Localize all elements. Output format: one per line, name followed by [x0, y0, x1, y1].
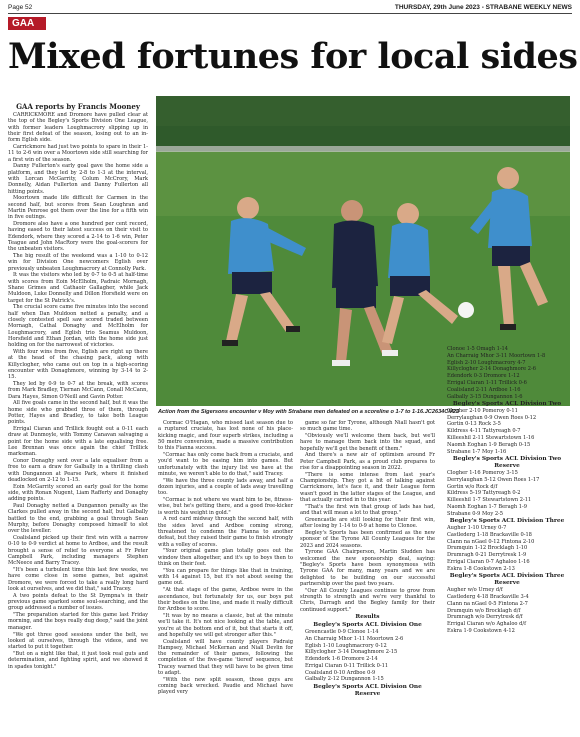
paragraph: "Cormac has only come back from a cruciate, and you'd want to be easing him into games. But unfortunately with the injury list we have at the minute, we weren't able to do that," said Tracey.	[158, 451, 293, 477]
result-line: Kildress 5-19 Tattyreagh 0-2	[447, 490, 521, 497]
paragraph: "At that stage of the game, Ardboe were in the ascendance, but fortunately for us, our boys put their bodies on the line, and made it really difficult for Ardboe to score.	[158, 587, 293, 613]
byline: GAA reports by Francis Mooney	[16, 102, 140, 111]
paragraph: A red card midway through the second half, with the sides level and Ardboe coming strong, threatened to condemn the Fianna to another defeat, but they raised their game to finish strongly with a volley of scores.	[158, 516, 293, 548]
result-line: Clonoe 1-5 Omagh 1-14	[447, 346, 509, 352]
photo-caption: Action from the Sigersons encounter v Moy with Strabane men defeated on a scoreline o 1-7 to 1-16.JC2634CM23	[158, 409, 460, 415]
paragraph: The big result of the weekend was a 1-10 to 0-12 win for Division One newcomers Eglish over previously unbeaten Loughmacrory at Connolly Park.	[8, 253, 148, 272]
results-division-one-list	[300, 629, 435, 683]
article-column-1	[8, 102, 148, 670]
paragraph: Moortown made life difficult for Carmen in the second half, but scores from Sean Loughran and Martin Penrose got them over the line for a fifth win in five outings.	[8, 195, 148, 221]
result-line: Clogher 1-16 Pomeroy 3-15	[447, 469, 518, 476]
paragraph: "Cormac is not where we want him to be, fitness-wise, but he's getting there, and a good free-kicker is worth his weight in gold."	[158, 497, 293, 516]
paragraph: game so far for Tyrone, although Niall hasn't got so much game time.	[300, 420, 435, 433]
result-line: Augher w/o Urney d/f	[447, 587, 503, 594]
results-division-two-list	[442, 408, 572, 455]
result-line: Gortin 0-13 Rock 3-5	[447, 421, 501, 428]
paragraph: Eoin McGarrity scored an early goal for the home side, with Ronan Nugent, Liam Rafferty and Donaghy adding points.	[8, 483, 148, 503]
paragraph: "Obviously we'll welcome them back, but we'll have to manage them back into the squad, and hopefully we'll get the benefit of them."	[300, 433, 435, 452]
headline: Mixed fortunes for local sides	[8, 36, 578, 77]
result-line: Eglish 2-10 Loughmacrory 4-7	[447, 359, 526, 366]
result-line: Galbally 2-12 Dungannon 1-15	[305, 676, 384, 683]
results-division-three-reserve-heading: Begley's Sports ACL Division Three Reserve	[449, 573, 565, 587]
result-line: Clann na nGael 0-12 Fintona 2-10	[447, 538, 535, 545]
result-line: Augher 1-10 Urney 0-7	[447, 525, 507, 532]
result-line: Castlederg 4-18 Brackaville 3-4	[447, 593, 529, 600]
section-tag: GAA	[8, 17, 46, 30]
result-line: Killyclogher 2-14 Donaghmore 2-6	[447, 366, 536, 373]
paragraph: Coalisland picked up their first win with a narrow 0-10 to 0-9 verdict at home to Ardboe, and the result brought a sense of relief to everyone at Fr Peter Campbell Park, including managers Stephen McNeece and Barry Tracey.	[8, 535, 148, 567]
paragraph: CARRICKMORE and Dromore have pulled clear at the top of the Begley's Sports Division One League, with former leaders Loughmacrory slipping up in their first defeat of the season, losing out to an in-form Eglish side.	[8, 112, 148, 144]
result-line: Gortin w/o Rock d/f	[447, 483, 498, 490]
results-division-three-list	[442, 525, 572, 572]
paragraph: Cormac O'Hagan, who missed last season due to a ruptured cruciate, has lost none of his place-kicking magic, and four superb strikes, including a 50 metre conversion, made a massive contribution to this Fianna success.	[158, 420, 293, 452]
paragraph: Paul Donaghy netted a Dungannon penalty as the Clarkes pulled away in the second half, but Galbally battled to the end, grabbing a goal through Sean Murphy, before Donaghy composed himself to slot over the leveller.	[8, 503, 148, 535]
result-line: Clann na nGael 0-5 Fintona 2-7	[447, 600, 528, 607]
result-line: Greencastle 0-9 Clonoe 1-14	[305, 628, 379, 635]
results-division-one-reserve-heading: Begley's Sports ACL Division One Reserve	[313, 683, 422, 697]
result-line: Killeeshil 1-7 Stewartstown 2-11	[447, 497, 532, 504]
paragraph: Conor Donaghy sent over a late equaliser from a free to earn a draw for Galbally in a thrilling clash with Dungannon at Pearse Park, where it finished deadlocked on 2-12 to 1-15.	[8, 458, 148, 483]
result-line: Drumragh 0-21 Derrytresk 1-9	[447, 552, 527, 559]
result-line: Galbally 3-15 Dungannon 1-6	[447, 393, 523, 400]
result-line: Naomh Eoghan 1-7 Beragh 1-9	[447, 503, 527, 510]
paragraph: Coalisland will have county players Padraig Hampsey, Michael McKernan and Niall Devlin for the remainder of their games, following the completion of the five-game 'tiered' sequence, but Tracey warned that they will have to be given time to adapt.	[158, 638, 293, 677]
result-line: Errigal Ciaran 0-11 Trillick 0-11	[305, 662, 389, 669]
result-line: An Charraig Mhor 1-11 Moortown 2-6	[305, 635, 404, 642]
paragraph: All five goals came in the second half, but it was the home side who grabbed three of them, through Potter, Hayes and Bradley, to take both League points.	[8, 400, 148, 426]
results-division-one-reserve-list	[442, 346, 572, 400]
result-line: Derrylaughan 0-9 Owen Roes 0-12	[447, 414, 537, 421]
paragraph: And there's a new air of optimism around Fr Peter Campbell Park, as a proud club prepares to rise for a disappointing season in 2022.	[300, 452, 435, 472]
result-line: Strabane 0-9 Moy 2-5	[447, 510, 504, 517]
paragraph: The crucial score came five minutes into the second half when Dan Muldoon netted a penalty, and a closely contested spell saw scored traded between Mornagh, Cathal Donaghy and McElholm for Loughmacrory, and Eglish trio Seamus Muldoon, Horsfield and Ethan Jordan, with the home side just holding on for the narrowest of victories.	[8, 304, 148, 349]
column-3-body	[300, 420, 435, 613]
result-line: Clogher 2-10 Pomeroy 0-11	[447, 407, 518, 414]
result-line: Naomh Eoghan 1-9 Beragh 0-15	[447, 441, 531, 448]
paragraph: Begley's Sports has been confirmed as the new sponsor of the Tyrone All County Leagues for the 2023 and 2024 seasons.	[300, 530, 435, 549]
results-division-two-reserve-list	[442, 470, 572, 517]
results-division-three-reserve-list	[442, 587, 572, 634]
result-line: Edendork 0-3 Dromore 1-12	[447, 373, 520, 380]
paragraph: It was the visitors who led by 0-7 to 0-5 at half-time with scores from Eoin McElholm, Padraic Mornagh, Shane Grimes and Cathaoir Gallagher, while Jack Muldoon, Luke Donnelly and Dillon Horsfield were on target for the St Patrick's.	[8, 272, 148, 304]
result-line: Coalisland 2-11 Ardboe 1-16	[447, 386, 521, 393]
result-line: Kildress 4-11 Tattyreagh 0-7	[447, 428, 521, 435]
result-line: Drumquin 1-12 Brocklagh 1-10	[447, 545, 528, 552]
paragraph: Dromore also have a one hundred per cent record, having eased to their latest success on their visit to Edendork, where they scored a 2-14 to 1-6 win, Peter Teague and John MacRory were the goal-scorers for the unbeaten visitors.	[8, 221, 148, 253]
result-line: Errigal Ciaran 0-7 Aghaloo 1-16	[447, 559, 530, 566]
result-line: Errigal Ciaran 1-11 Trillick 0-6	[447, 379, 527, 386]
result-line: Strabane 1-7 Moy 1-16	[447, 448, 507, 455]
results-division-one-heading: Begley's Sports ACL Division One	[313, 621, 422, 628]
result-line: Castlederg 1-18 Brackaville 0-18	[447, 531, 532, 538]
paragraph: With four wins from five, Eglish are right up there at the head of the chasing pack, along with Killyclogher, who came out on top in a high-scoring encounter with Donaghmore, winning by 3-14 to 2-15.	[8, 348, 148, 381]
result-line: Derrylaughan 5-12 Owen Roes 1-17	[447, 476, 540, 483]
result-line: Killeeshil 2-11 Stewartstown 1-16	[447, 435, 535, 442]
paragraph: "The preparation started for this game last Friday morning, and the boys really dug deep," said the joint manager.	[8, 612, 148, 631]
column-2-body	[158, 420, 293, 696]
result-line: Edendork 1-6 Dromore 2-14	[305, 656, 378, 663]
paragraph: "There is some intense from last year's Championship. They got a bit of talking against Carrickmore, let's face it, and their League form wasn't good in the latter stages of the League, and that actually carried in to this year.	[300, 471, 435, 504]
paragraph: Tyrone GAA Chairperson, Martin Sludden has welcomed the new sponsorship deal, saying: "Begley's Sports have been synonymous with Tyrone GAA for many, many years and we are delighted to be building on our successful partnership over the past two years.	[300, 549, 435, 587]
paragraph: "It's been a turbulent time this last few weeks, we have come close in some games, but against Dromore, we were forced to take a really long hard look at ourselves, and we did that," said Tracey.	[8, 567, 148, 592]
paragraph: "It was by no means a classic, but at the minute we'll take it. It's not nice looking at the table, and you're at the bottom end of it, but that starts it off, and hopefully we will get stronger after this."	[158, 612, 293, 638]
header-rule	[8, 13, 572, 14]
results-heading: Results	[355, 613, 380, 620]
paragraph: Carrickmore had just two points to spare in their 1-11 to 2-6 win over a Moortown side still searching for a first win of the season.	[8, 143, 148, 163]
article-column-3	[300, 420, 435, 698]
result-line: Eskra 1-8 Cookstown 2-13	[447, 565, 515, 572]
paragraph: "Your original game plan totally goes out the window then altogether, and it's up to boys then to think on their feet.	[158, 548, 293, 568]
article-column-2	[158, 420, 293, 696]
paragraph: Danny Fullerton's early goal gave the home side a platform, and they led by 2-8 to 1-3 at the interval, with Lorcan McGarrity, Colum McCrory, Mark Donnelly, Aidan Fullerton and Danny Fullerton all hitting points.	[8, 163, 148, 195]
paragraph: "We got three good sessions under the belt, we looked at ourselves, through the videos, and we started to put it together.	[8, 631, 148, 651]
result-line: Drumragh w/o Derrytresk d/f	[447, 614, 523, 621]
results-division-two-reserve-heading: Begley's Sports ACL Division Two Reserve	[452, 455, 562, 469]
paragraph: Errigal Ciaran and Trillick fought out a 0-11 each draw at Dunmoyle, with Tommy Canavan salvaging a point for the home side with a late equalising free. Lee Brennan was once again the chief Trillick marksman.	[8, 426, 148, 458]
paragraph: They led by 0-9 to 0-7 at the break, with scores from Mark Bradley, Tiernan McCann, Conall McCann, Dara Hayes, Simon O'Neill and Gavin Potter.	[8, 380, 148, 400]
results-column	[442, 346, 572, 635]
result-line: Eskra 1-9 Cookstown 4-12	[447, 627, 515, 634]
paragraph: "You can prepare for things like that in training, with 14 against 15, but it's not about seeing the game out.	[158, 567, 293, 587]
result-line: Errigal Ciaran w/o Aghaloo d/f	[447, 621, 526, 628]
result-line: Killyclogher 3-14 Donaghmore 2-15	[305, 649, 398, 656]
results-division-two-heading: Begley's Sports ACL Division Two	[452, 400, 562, 407]
paragraph: "We have the three county lads away, and half a dozen injuries, and a couple of lads away travelling too.	[158, 477, 293, 497]
paragraph: "But on a night like that, it just took real guts and determination, and fighting spirit, and we showed it in spades tonight."	[8, 650, 148, 670]
paragraph: "With the new split season, those guys are coming back wrecked. Paudie and Michael have played very	[158, 676, 293, 696]
result-line: Eglish 1-10 Loughmacrory 0-12	[305, 642, 387, 649]
paragraph: "Our All County Leagues continue to grow from strength to strength and we're very thankful to Chris, Darragh and the Begley family for their continued support."	[300, 587, 435, 613]
column-1-body	[8, 112, 148, 670]
date-line: THURSDAY, 29th June 2023 - STRABANE WEEKLY NEWS	[394, 4, 572, 11]
paragraph: "That's the first win that group of lads has had, and that will mean a lot to that group."	[300, 503, 435, 517]
results-division-three-heading: Begley's Sports ACL Division Three	[449, 518, 565, 525]
paragraph: Greencastle are still looking for their first win, after losing by 1-14 to 0-9 at home to Clonoe.	[300, 516, 435, 530]
paragraph: A two points defeat to the St Dympna's in their previous game sparked some soul-searching, and the group addressed a number of issues.	[8, 592, 148, 612]
result-line: Coalisland 0-10 Ardboe 0-9	[305, 669, 376, 676]
result-line: Drumquin w/o Brocklagh d/f	[447, 607, 521, 614]
page-number: Page 52	[8, 4, 33, 11]
result-line: An Charraig Mhor 3-11 Moortown 1-8	[447, 352, 546, 359]
